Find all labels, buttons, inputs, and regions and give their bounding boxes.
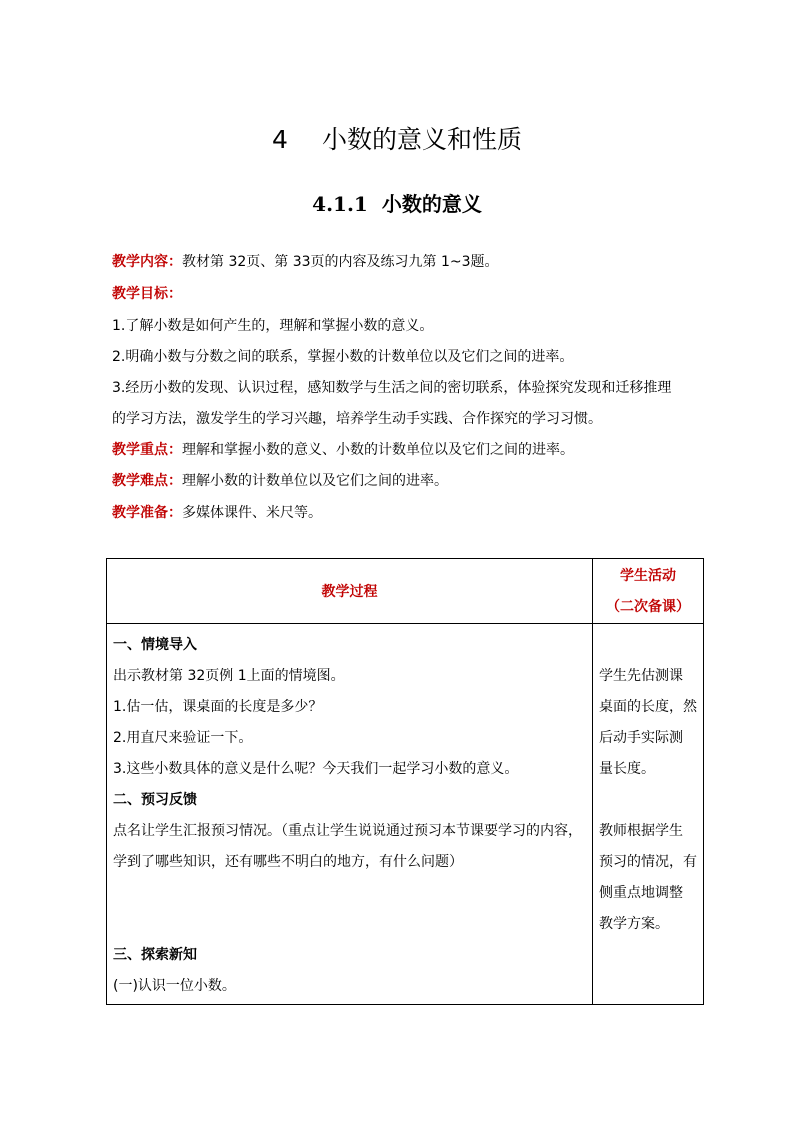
chapter-number: 4: [272, 125, 288, 154]
chapter-title-text: 小数的意义和性质: [321, 125, 522, 154]
side-note-2-line-1: 教师根据学生: [599, 823, 683, 839]
section-3-line-1: (一)认识一位小数。: [113, 978, 236, 994]
section-2-title: 二、预习反馈: [113, 792, 197, 808]
teaching-goal-label: 教学目标：: [112, 286, 182, 302]
preparation-label: 教学准备：: [112, 505, 182, 521]
header-student-activity: [593, 559, 704, 624]
section-title-text: 小数的意义: [381, 192, 482, 216]
section-title: [0, 189, 794, 219]
section-number: 4.1.1: [312, 192, 368, 216]
difficulty-label: 教学难点：: [112, 473, 182, 489]
side-note-1-line-4: 量长度。: [599, 761, 655, 777]
teaching-process-table: [106, 558, 704, 1005]
table-header-row: [107, 559, 704, 624]
key-point-line: [112, 439, 574, 461]
side-note-2-line-2: 预习的情况，有: [599, 854, 697, 870]
table-body-row: [107, 624, 704, 1005]
side-note-1-line-3: 后动手实际测: [599, 730, 683, 746]
section-1-line-3: 2.用直尺来验证一下。: [113, 730, 253, 746]
goal-item-2: 2.明确小数与分数之间的联系，掌握小数的计数单位以及它们之间的进率。: [112, 349, 574, 365]
section-3-title: 三、探索新知: [113, 947, 197, 963]
preparation-line: [112, 502, 322, 524]
side-note-1-line-1: 学生先估测课: [599, 668, 683, 684]
section-1-title: 一、情境导入: [113, 637, 197, 653]
student-activity-cell: [593, 624, 704, 1005]
key-point-text: 理解和掌握小数的意义、小数的计数单位以及它们之间的进率。: [182, 442, 574, 458]
section-2-line-1: 点名让学生汇报预习情况。（重点让学生说说通过预习本节课要学习的内容，: [113, 823, 582, 839]
preparation-text: 多媒体课件、米尺等。: [182, 505, 322, 521]
header-teaching-process: 教学过程: [107, 559, 593, 624]
header-student-activity-line2: （二次备课）: [606, 599, 690, 615]
teaching-content-line: [112, 251, 499, 273]
goal-item-3-continued: 的学习方法，激发学生的学习兴趣，培养学生动手实践、合作探究的学习习惯。: [112, 411, 602, 427]
key-point-label: 教学重点：: [112, 442, 182, 458]
process-content-cell: [107, 624, 593, 1005]
side-note-1-line-2: 桌面的长度，然: [599, 699, 697, 715]
goal-item-1: 1.了解小数是如何产生的，理解和掌握小数的意义。: [112, 318, 434, 334]
difficulty-text: 理解小数的计数单位以及它们之间的进率。: [182, 473, 448, 489]
side-spacer: [599, 624, 699, 661]
section-1-line-4: 3.这些小数具体的意义是什么呢？今天我们一起学习小数的意义。: [113, 761, 519, 777]
blank-space: [113, 878, 586, 940]
chapter-title: [0, 122, 794, 158]
section-1-line-1: 出示教材第 32页例 1上面的情境图。: [113, 668, 345, 684]
side-note-2-line-3: 侧重点地调整: [599, 885, 683, 901]
section-2-line-2: 学到了哪些知识，还有哪些不明白的地方，有什么问题）: [113, 854, 463, 870]
teaching-content-label: 教学内容：: [112, 254, 182, 270]
teaching-content-text: 教材第 32页、第 33页的内容及练习九第 1~3题。: [182, 254, 499, 270]
section-1-line-2: 1.估一估，课桌面的长度是多少？: [113, 699, 323, 715]
header-student-activity-line1: 学生活动: [620, 568, 676, 584]
side-spacer-2: [599, 785, 699, 816]
goal-item-3: 3.经历小数的发现、认识过程，感知数学与生活之间的密切联系，体验探究发现和迁移推理: [112, 380, 672, 396]
teaching-goal-line: [112, 283, 182, 305]
difficulty-line: [112, 470, 448, 492]
side-note-2-line-4: 教学方案。: [599, 916, 669, 932]
